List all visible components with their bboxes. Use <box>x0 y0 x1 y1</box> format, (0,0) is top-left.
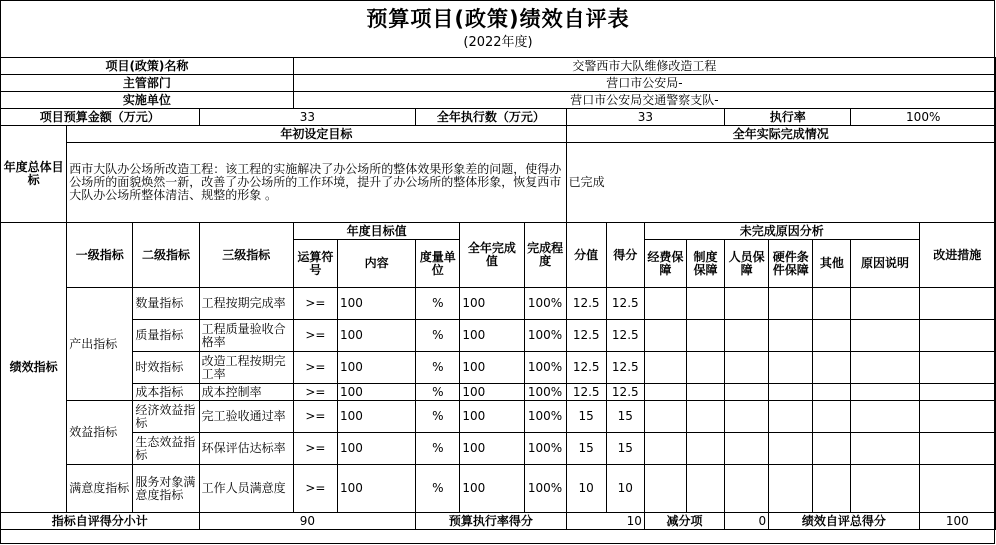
perf-header-row-1 <box>1 223 996 240</box>
blank-cell <box>644 352 686 384</box>
indicator-level2: 经济效益指标 <box>133 401 199 433</box>
completion-degree: 100% <box>524 320 566 352</box>
target-unit: % <box>416 384 460 401</box>
actual-goal-text: 已完成 <box>566 143 995 223</box>
table-row <box>1 320 996 352</box>
score-value: 10 <box>606 465 644 513</box>
footer-row <box>1 513 996 530</box>
blank-cell <box>919 433 995 465</box>
blank-cell <box>769 433 813 465</box>
score-value: 12.5 <box>606 320 644 352</box>
target-unit: % <box>416 433 460 465</box>
dept-label: 主管部门 <box>1 75 294 92</box>
indicator-level3: 完工验收通过率 <box>199 401 293 433</box>
blank-cell <box>851 433 919 465</box>
goals-content-row <box>1 143 996 223</box>
budget-label: 项目预算金额（万元） <box>1 109 200 126</box>
score-value: 15 <box>606 433 644 465</box>
header-op: 运算符号 <box>293 240 337 288</box>
perf-section-label: 绩效指标 <box>1 223 67 513</box>
blank-cell <box>686 384 724 401</box>
blank-cell <box>851 288 919 320</box>
header-target-group: 年度目标值 <box>293 223 459 240</box>
evaluation-table <box>0 57 996 530</box>
header-improve: 改进措施 <box>919 223 995 288</box>
completion-degree: 100% <box>524 465 566 513</box>
dept-row <box>1 75 996 92</box>
blank-cell <box>919 465 995 513</box>
blank-cell <box>725 352 769 384</box>
score-value: 12.5 <box>606 384 644 401</box>
header-degree: 完成程度 <box>524 223 566 288</box>
blank-cell <box>686 288 724 320</box>
target-operator: >= <box>293 320 337 352</box>
blank-cell <box>686 401 724 433</box>
weight-value: 12.5 <box>566 320 606 352</box>
header-l2: 二级指标 <box>133 223 199 288</box>
score-value: 12.5 <box>606 288 644 320</box>
indicator-level3: 工作人员满意度 <box>199 465 293 513</box>
indicator-level1: 满意度指标 <box>67 465 133 513</box>
table-row <box>1 384 996 401</box>
score-value: 15 <box>606 401 644 433</box>
unit-row <box>1 92 996 109</box>
blank-cell <box>769 352 813 384</box>
target-content: 100 <box>338 320 416 352</box>
table-row <box>1 465 996 513</box>
blank-cell <box>851 352 919 384</box>
blank-cell <box>851 384 919 401</box>
header-reason-funding: 经费保障 <box>644 240 686 288</box>
project-name-label: 项目(政策)名称 <box>1 58 294 75</box>
table-row <box>1 352 996 384</box>
blank-cell <box>919 320 995 352</box>
blank-cell <box>769 320 813 352</box>
initial-goal-header: 年初设定目标 <box>67 126 566 143</box>
header-content: 内容 <box>338 240 416 288</box>
indicator-level3: 改造工程按期完工率 <box>199 352 293 384</box>
indicator-level2: 数量指标 <box>133 288 199 320</box>
blank-cell <box>769 465 813 513</box>
target-content: 100 <box>338 288 416 320</box>
blank-cell <box>644 384 686 401</box>
budget-score-value: 10 <box>566 513 644 530</box>
blank-cell <box>919 401 995 433</box>
rate-value: 100% <box>851 109 996 126</box>
unit-label: 实施单位 <box>1 92 294 109</box>
header-reason-staff: 人员保障 <box>725 240 769 288</box>
annual-value: 100 <box>460 465 524 513</box>
page-title: 预算项目(政策)绩效自评表 <box>366 7 630 31</box>
blank-cell <box>686 433 724 465</box>
completion-degree: 100% <box>524 401 566 433</box>
blank-cell <box>686 352 724 384</box>
blank-cell <box>813 352 851 384</box>
target-content: 100 <box>338 384 416 401</box>
target-operator: >= <box>293 465 337 513</box>
target-operator: >= <box>293 433 337 465</box>
blank-cell <box>644 288 686 320</box>
indicator-level3: 工程按期完成率 <box>199 288 293 320</box>
unit-value: 营口市公安局交通警察支队- <box>293 92 995 109</box>
target-operator: >= <box>293 352 337 384</box>
weight-value: 12.5 <box>566 352 606 384</box>
target-unit: % <box>416 320 460 352</box>
blank-cell <box>725 288 769 320</box>
indicator-level3: 工程质量验收合格率 <box>199 320 293 352</box>
annual-value: 100 <box>460 288 524 320</box>
goals-header-row <box>1 126 996 143</box>
table-row <box>1 401 996 433</box>
target-content: 100 <box>338 352 416 384</box>
blank-cell <box>725 401 769 433</box>
total-value: 100 <box>919 513 995 530</box>
header-unit: 度量单位 <box>416 240 460 288</box>
header-reason-system: 制度保障 <box>686 240 724 288</box>
project-name-value: 交警西市大队维修改造工程 <box>293 58 995 75</box>
indicator-level1: 产出指标 <box>67 288 133 401</box>
header-score: 得分 <box>606 223 644 288</box>
deduct-value: 0 <box>725 513 769 530</box>
annual-value: 100 <box>460 433 524 465</box>
header-reason-note: 原因说明 <box>851 240 919 288</box>
completion-degree: 100% <box>524 288 566 320</box>
target-unit: % <box>416 401 460 433</box>
indicator-level2: 成本指标 <box>133 384 199 401</box>
year-subtitle: (2022年度) <box>463 35 533 50</box>
blank-cell <box>851 320 919 352</box>
blank-cell <box>851 401 919 433</box>
weight-value: 12.5 <box>566 384 606 401</box>
target-operator: >= <box>293 384 337 401</box>
budget-value: 33 <box>199 109 416 126</box>
weight-value: 12.5 <box>566 288 606 320</box>
score-value: 12.5 <box>606 352 644 384</box>
total-label: 绩效自评总得分 <box>769 513 919 530</box>
completion-degree: 100% <box>524 384 566 401</box>
header-annual: 全年完成值 <box>460 223 524 288</box>
completion-degree: 100% <box>524 433 566 465</box>
blank-cell <box>919 288 995 320</box>
annual-value: 100 <box>460 384 524 401</box>
blank-cell <box>725 384 769 401</box>
blank-cell <box>813 320 851 352</box>
indicator-level3: 环保评估达标率 <box>199 433 293 465</box>
table-row <box>1 433 996 465</box>
blank-cell <box>919 352 995 384</box>
budget-score-label: 预算执行率得分 <box>416 513 566 530</box>
blank-cell <box>644 320 686 352</box>
blank-cell <box>919 384 995 401</box>
exec-value: 33 <box>566 109 724 126</box>
header-reason-group: 未完成原因分析 <box>644 223 919 240</box>
target-unit: % <box>416 352 460 384</box>
indicator-level2: 质量指标 <box>133 320 199 352</box>
header-l1: 一级指标 <box>67 223 133 288</box>
table-row <box>1 288 996 320</box>
indicator-level2: 服务对象满意度指标 <box>133 465 199 513</box>
blank-cell <box>725 433 769 465</box>
target-unit: % <box>416 465 460 513</box>
project-name-row <box>1 58 996 75</box>
subtotal-label: 指标自评得分小计 <box>1 513 200 530</box>
weight-value: 15 <box>566 433 606 465</box>
blank-cell <box>769 288 813 320</box>
blank-cell <box>644 465 686 513</box>
completion-degree: 100% <box>524 352 566 384</box>
blank-cell <box>725 465 769 513</box>
annual-goal-section-label: 年度总体目标 <box>1 126 67 223</box>
dept-value: 营口市公安局- <box>293 75 995 92</box>
deduct-label: 减分项 <box>644 513 724 530</box>
target-content: 100 <box>338 465 416 513</box>
indicator-level1: 效益指标 <box>67 401 133 465</box>
weight-value: 10 <box>566 465 606 513</box>
subtotal-value: 90 <box>199 513 416 530</box>
initial-goal-text: 西市大队办公场所改造工程：该工程的实施解决了办公场所的整体效果形象差的问题，使得办公场所的面貌焕然一新，改善了办公场所的工作环境，提升了办公场所的整体形象，恢复西市大队办公场所整体清洁、规整的形象 。 <box>67 143 566 223</box>
weight-value: 15 <box>566 401 606 433</box>
blank-cell <box>725 320 769 352</box>
blank-cell <box>813 401 851 433</box>
blank-cell <box>686 465 724 513</box>
target-operator: >= <box>293 288 337 320</box>
blank-cell <box>769 384 813 401</box>
blank-cell <box>813 465 851 513</box>
blank-cell <box>851 465 919 513</box>
header-l3: 三级指标 <box>199 223 293 288</box>
target-content: 100 <box>338 401 416 433</box>
target-unit: % <box>416 288 460 320</box>
actual-goal-header: 全年实际完成情况 <box>566 126 995 143</box>
blank-cell <box>813 433 851 465</box>
header-reason-hardware: 硬件条件保障 <box>769 240 813 288</box>
exec-label: 全年执行数（万元） <box>416 109 566 126</box>
blank-cell <box>644 401 686 433</box>
indicator-level3: 成本控制率 <box>199 384 293 401</box>
blank-cell <box>769 401 813 433</box>
header-weight: 分值 <box>566 223 606 288</box>
indicator-level2: 生态效益指标 <box>133 433 199 465</box>
budget-row <box>1 109 996 126</box>
blank-cell <box>686 320 724 352</box>
blank-cell <box>644 433 686 465</box>
blank-cell <box>813 288 851 320</box>
target-operator: >= <box>293 401 337 433</box>
annual-value: 100 <box>460 401 524 433</box>
header-reason-other: 其他 <box>813 240 851 288</box>
rate-label: 执行率 <box>725 109 851 126</box>
annual-value: 100 <box>460 352 524 384</box>
target-content: 100 <box>338 433 416 465</box>
annual-value: 100 <box>460 320 524 352</box>
indicator-level2: 时效指标 <box>133 352 199 384</box>
blank-cell <box>813 384 851 401</box>
